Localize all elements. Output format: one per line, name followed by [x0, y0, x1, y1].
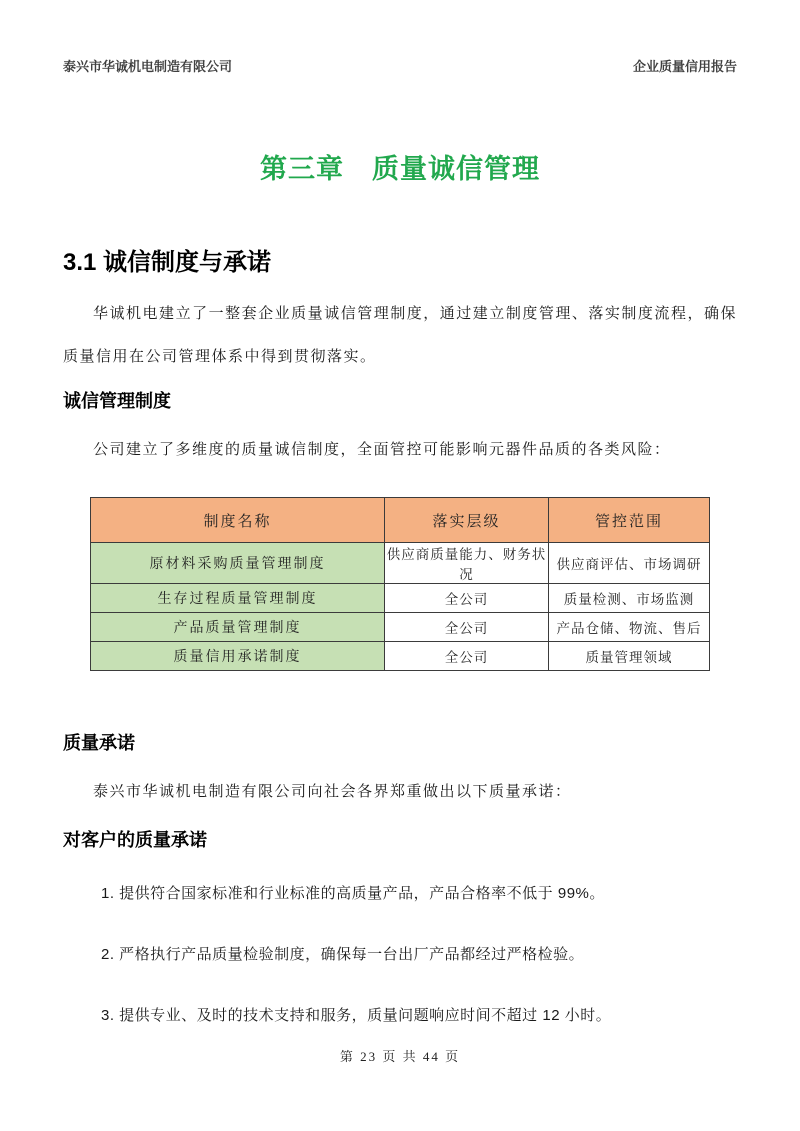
customer-commitment-title: 对客户的质量承诺	[63, 830, 207, 850]
table-header-scope: 管控范围	[549, 498, 710, 543]
cell-scope: 质量管理领域	[549, 642, 710, 671]
cell-level: 供应商质量能力、财务状况	[385, 543, 549, 584]
customer-commitment-list	[63, 882, 737, 1025]
section-title: 3.1 诚信制度与承诺	[63, 249, 272, 276]
integrity-intro-paragraph: 公司建立了多维度的质量诚信制度，全面管控可能影响元器件品质的各类风险：	[93, 440, 671, 458]
header-company-name: 泰兴市华诚机电制造有限公司	[63, 59, 233, 74]
quality-commitment-title: 质量承诺	[63, 733, 135, 754]
cell-scope: 产品仓储、物流、售后	[549, 613, 710, 642]
cell-level: 全公司	[385, 584, 549, 613]
cell-system-name: 生存过程质量管理制度	[91, 584, 385, 613]
integrity-systems-table	[90, 497, 710, 671]
page-number-footer: 第 23 页 共 44 页	[339, 1049, 461, 1064]
table-header-level: 落实层级	[385, 498, 549, 543]
cell-system-name: 产品质量管理制度	[91, 613, 385, 642]
table-row	[91, 543, 710, 584]
cell-scope: 质量检测、市场监测	[549, 584, 710, 613]
cell-scope: 供应商评估、市场调研	[549, 543, 710, 584]
cell-system-name: 原材料采购质量管理制度	[91, 543, 385, 584]
section-intro-paragraph: 华诚机电建立了一整套企业质量诚信管理制度，通过建立制度管理、落实制度流程，确保质量信用在公司管理体系中得到贯彻落实。	[63, 305, 737, 365]
chapter-title: 第三章 质量诚信管理	[260, 154, 540, 184]
cell-level: 全公司	[385, 642, 549, 671]
commitment-item: 2. 严格执行产品质量检验制度，确保每一台出厂产品都经过严格检验。	[101, 946, 585, 963]
table-row	[91, 613, 710, 642]
table-row	[91, 642, 710, 671]
cell-level: 全公司	[385, 613, 549, 642]
table-header-system-name: 制度名称	[91, 498, 385, 543]
cell-system-name: 质量信用承诺制度	[91, 642, 385, 671]
header-report-title: 企业质量信用报告	[632, 59, 737, 74]
table-row	[91, 584, 710, 613]
table-header-row	[91, 498, 710, 543]
integrity-system-title: 诚信管理制度	[63, 390, 171, 411]
commitment-item: 1. 提供符合国家标准和行业标准的高质量产品，产品合格率不低于 99%。	[101, 885, 605, 902]
commitment-item: 3. 提供专业、及时的技术支持和服务，质量问题响应时间不超过 12 小时。	[101, 1007, 612, 1024]
document-header	[63, 56, 737, 75]
commitment-intro-paragraph: 泰兴市华诚机电制造有限公司向社会各界郑重做出以下质量承诺：	[93, 783, 572, 801]
